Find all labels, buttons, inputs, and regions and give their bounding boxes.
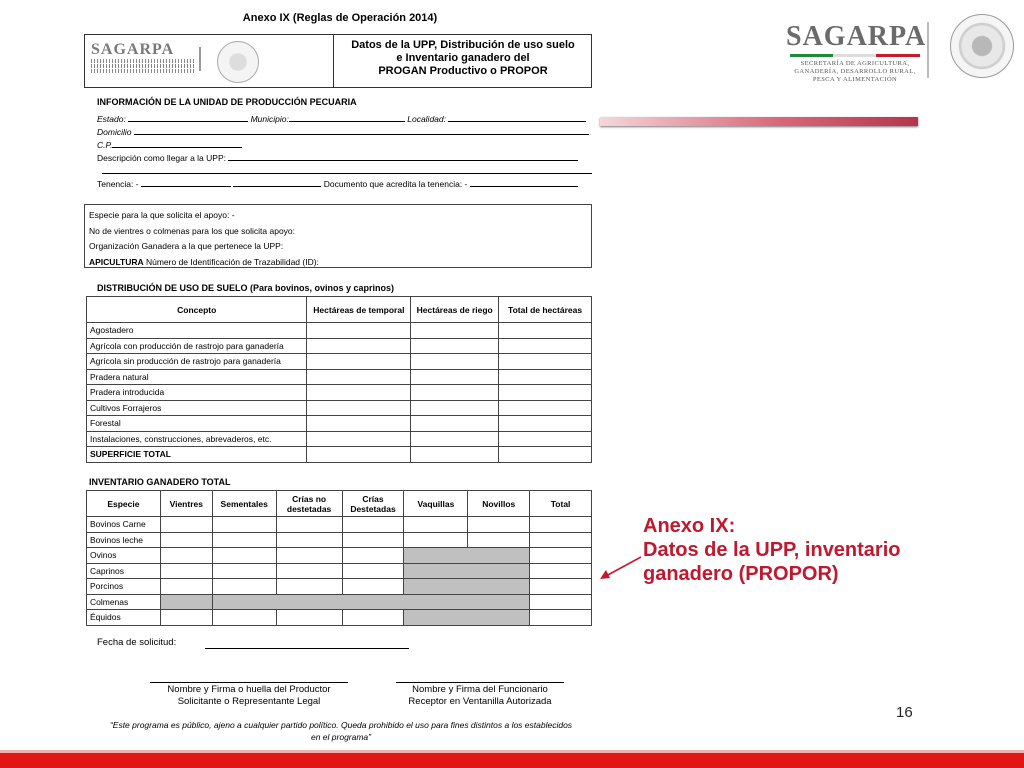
header-crias-destetadas: Crías Destetadas (342, 491, 404, 517)
table-row (87, 385, 592, 401)
bottom-accent-bar (0, 753, 1024, 768)
table-row (87, 416, 592, 432)
table-row (87, 610, 592, 626)
cell[interactable] (160, 532, 212, 548)
table-row (87, 548, 592, 564)
tenencia-field-2[interactable] (233, 178, 321, 187)
row-label: Agostadero (87, 323, 307, 339)
cell[interactable] (307, 354, 411, 370)
table-row (87, 369, 592, 385)
decorative-gradient-bar (600, 117, 918, 126)
cell[interactable] (212, 548, 276, 564)
disabled-cell (404, 548, 530, 564)
row-label: Bovinos leche (87, 532, 161, 548)
table-row (87, 431, 592, 447)
descripcion-field[interactable] (228, 152, 578, 161)
logo-sub-line: GANADERÍA, DESARROLLO RURAL, (794, 68, 916, 75)
cell[interactable] (411, 431, 499, 447)
form-title-line: Datos de la UPP, Distribución de uso suelo (351, 39, 575, 51)
left-signature-caption (140, 684, 358, 708)
tenencia-field[interactable] (141, 178, 231, 187)
estado-label: Estado: (97, 114, 126, 124)
table-row (87, 338, 592, 354)
documento-label: Documento que acredita la tenencia: - (323, 179, 468, 189)
logo-sub-line: PESCA Y ALIMENTACIÓN (812, 76, 898, 83)
cell[interactable] (342, 517, 404, 533)
national-seal-icon (950, 14, 1014, 78)
row-label: SUPERFICIE TOTAL (87, 447, 307, 463)
table-row (87, 579, 592, 595)
cell[interactable] (530, 610, 592, 626)
cell[interactable] (276, 548, 342, 564)
row-label: Ovinos (87, 548, 161, 564)
document-title: Anexo IX (Reglas de Operación 2014) (242, 12, 438, 24)
logo-subtitle (786, 60, 924, 84)
header-separator (333, 35, 334, 87)
cell[interactable] (342, 610, 404, 626)
cell[interactable] (212, 610, 276, 626)
right-signature-text: Receptor en Ventanilla Autorizada (408, 696, 552, 707)
cell[interactable] (276, 579, 342, 595)
cell[interactable] (307, 323, 411, 339)
cell[interactable] (499, 447, 592, 463)
cell[interactable] (342, 532, 404, 548)
cell[interactable] (307, 431, 411, 447)
mini-logo-lines (91, 69, 195, 73)
cell[interactable] (530, 517, 592, 533)
cell[interactable] (276, 610, 342, 626)
cell[interactable] (212, 517, 276, 533)
cell[interactable] (468, 517, 530, 533)
mini-seal-icon (217, 41, 259, 83)
cell[interactable] (411, 385, 499, 401)
cell[interactable] (411, 354, 499, 370)
header-temporal: Hectáreas de temporal (307, 297, 411, 323)
cell[interactable] (307, 385, 411, 401)
header-crias-no-destetadas: Crías no destetadas (276, 491, 342, 517)
cell[interactable] (212, 579, 276, 595)
cell[interactable] (160, 579, 212, 595)
cell[interactable] (307, 400, 411, 416)
table-row (87, 532, 592, 548)
cell[interactable] (411, 447, 499, 463)
left-signature-text: Solicitante o Representante Legal (177, 696, 321, 707)
cell[interactable] (468, 532, 530, 548)
row-label: Pradera introducida (87, 385, 307, 401)
header-novillos: Novillos (468, 491, 530, 517)
cell[interactable] (411, 369, 499, 385)
mini-divider (199, 47, 201, 71)
table-row (87, 354, 592, 370)
disabled-cell (404, 579, 530, 595)
localidad-field[interactable] (448, 113, 586, 122)
table-row (87, 594, 592, 610)
descripcion-line-2 (102, 165, 602, 177)
cell[interactable] (160, 517, 212, 533)
logo-stripe (790, 54, 920, 57)
row-label: Porcinos (87, 579, 161, 595)
header-total: Total de hectáreas (499, 297, 592, 323)
livestock-table-title: INVENTARIO GANADERO TOTAL (89, 477, 231, 487)
sagarpa-logo (786, 21, 927, 84)
cell[interactable] (411, 416, 499, 432)
apicultura-label: APICULTURA (89, 256, 144, 267)
form-title (335, 39, 591, 78)
table-row (87, 563, 592, 579)
cell[interactable] (307, 369, 411, 385)
cell[interactable] (212, 563, 276, 579)
form-title-line: PROGAN Productivo o PROPOR (378, 65, 548, 77)
logo-divider (927, 22, 929, 78)
cp-line (97, 139, 597, 151)
location-line (97, 113, 597, 125)
upp-section-title: INFORMACIÓN DE LA UNIDAD DE PRODUCCIÓN PECUARIA (97, 97, 357, 107)
cell[interactable] (307, 447, 411, 463)
header-especie: Especie (87, 491, 161, 517)
municipio-label: Municipio: (250, 114, 289, 124)
land-table-title: DISTRIBUCIÓN DE USO DE SUELO (Para bovinos, ovinos y caprinos) (97, 283, 395, 293)
cell[interactable] (499, 323, 592, 339)
header-vientres: Vientres (160, 491, 212, 517)
estado-field[interactable] (128, 113, 248, 122)
species-box (84, 204, 592, 268)
apicultura-id-label: Número de Identificación de Trazabilidad (ID): (143, 256, 319, 267)
form-title-line: e Inventario ganadero del (396, 52, 530, 64)
mini-sagarpa-logo (91, 41, 195, 73)
vientres-line: No de vientres o colmenas para los que solicita apoyo: (89, 225, 296, 236)
cell[interactable] (499, 431, 592, 447)
right-signature-caption (374, 684, 586, 708)
cell[interactable] (411, 323, 499, 339)
header-total: Total (530, 491, 592, 517)
disabled-cell (404, 563, 530, 579)
annotation-line: Datos de la UPP, inventario (643, 539, 901, 561)
header-sementales: Sementales (212, 491, 276, 517)
row-label: Agrícola con producción de rastrojo para ganadería (87, 338, 307, 354)
document-header (84, 34, 592, 88)
annotation-line: ganadero (PROPOR) (643, 563, 839, 585)
cell[interactable] (307, 338, 411, 354)
cell[interactable] (160, 563, 212, 579)
cell[interactable] (276, 563, 342, 579)
disabled-cell (404, 610, 530, 626)
apicultura-line (89, 255, 587, 271)
cell[interactable] (276, 517, 342, 533)
fecha-label: Fecha de solicitud: (97, 637, 177, 648)
disclaimer-line: en el programa” (310, 732, 371, 742)
cell[interactable] (499, 369, 592, 385)
cell[interactable] (411, 400, 499, 416)
livestock-table-header (87, 491, 592, 517)
right-signature-text: Nombre y Firma del Funcionario (412, 684, 548, 695)
cp-label: C.P. (97, 140, 113, 150)
cell[interactable] (499, 354, 592, 370)
descripcion-line (97, 152, 597, 164)
domicilio-label: Domicilio (97, 127, 132, 137)
mini-logo-word: SAGARPA (91, 41, 175, 58)
page-number: 16 (896, 704, 913, 721)
cell[interactable] (530, 548, 592, 564)
cell[interactable] (499, 400, 592, 416)
table-row (87, 400, 592, 416)
table-row (87, 517, 592, 533)
row-label: Équidos (87, 610, 161, 626)
descripcion-label: Descripción como llegar a la UPP: (97, 153, 226, 163)
fecha-field[interactable] (205, 648, 409, 649)
localidad-label: Localidad: (407, 114, 446, 124)
left-signature-text: Nombre y Firma o huella del Productor (167, 684, 331, 695)
annotation-line: Anexo IX: (643, 515, 736, 537)
disabled-cell (212, 594, 529, 610)
cell[interactable] (160, 610, 212, 626)
cp-field[interactable] (112, 139, 242, 148)
row-label: Caprinos (87, 563, 161, 579)
table-row-total (87, 447, 592, 463)
logo-word: SAGARPA (786, 21, 927, 52)
disclaimer-line: “Este programa es público, ajeno a cualquier partido político. Queda prohibido el uso para fines distintos a los establecidos (109, 720, 573, 730)
row-label: Agrícola sin producción de rastrojo para ganadería (87, 354, 307, 370)
land-use-table (86, 296, 592, 463)
cell[interactable] (212, 532, 276, 548)
cell[interactable] (342, 548, 404, 564)
species-line: Especie para la que solicita el apoyo: - (89, 210, 235, 220)
table-row (87, 323, 592, 339)
row-label: Cultivos Forrajeros (87, 400, 307, 416)
header-riego: Hectáreas de riego (411, 297, 499, 323)
header-concepto: Concepto (87, 297, 307, 323)
cell[interactable] (160, 548, 212, 564)
descripcion-field-2[interactable] (102, 165, 592, 174)
organizacion-line: Organización Ganadera a la que pertenece la UPP: (89, 241, 284, 251)
cell[interactable] (342, 563, 404, 579)
mini-logo-lines (91, 59, 195, 63)
cell[interactable] (307, 416, 411, 432)
cell[interactable] (499, 416, 592, 432)
cell[interactable] (530, 594, 592, 610)
disabled-cell (160, 594, 212, 610)
cell[interactable] (411, 338, 499, 354)
cell[interactable] (276, 532, 342, 548)
tenencia-label: Tenencia: - (97, 179, 139, 189)
cell[interactable] (530, 563, 592, 579)
cell[interactable] (530, 532, 592, 548)
tenencia-line (97, 178, 597, 190)
right-signature-line[interactable] (396, 682, 564, 683)
land-table-header (87, 297, 592, 323)
domicilio-field[interactable] (134, 126, 589, 135)
mini-logo-lines (91, 64, 195, 68)
row-label: Instalaciones, construcciones, abrevaderos, etc. (87, 431, 307, 447)
row-label: Pradera natural (87, 369, 307, 385)
row-label: Bovinos Carne (87, 517, 161, 533)
cell[interactable] (530, 579, 592, 595)
annotation-text (643, 514, 901, 586)
domicilio-line (97, 126, 597, 138)
municipio-field[interactable] (289, 113, 405, 122)
disclaimer (80, 719, 602, 743)
cell[interactable] (404, 532, 468, 548)
documento-field[interactable] (470, 178, 578, 187)
cell[interactable] (404, 517, 468, 533)
logo-sub-line: SECRETARÍA DE AGRICULTURA, (800, 60, 910, 67)
row-label: Colmenas (87, 594, 161, 610)
cell[interactable] (342, 579, 404, 595)
row-label: Forestal (87, 416, 307, 432)
header-vaquillas: Vaquillas (404, 491, 468, 517)
cell[interactable] (499, 385, 592, 401)
left-signature-line[interactable] (150, 682, 348, 683)
livestock-table (86, 490, 592, 626)
cell[interactable] (499, 338, 592, 354)
arrow-icon (596, 554, 646, 582)
